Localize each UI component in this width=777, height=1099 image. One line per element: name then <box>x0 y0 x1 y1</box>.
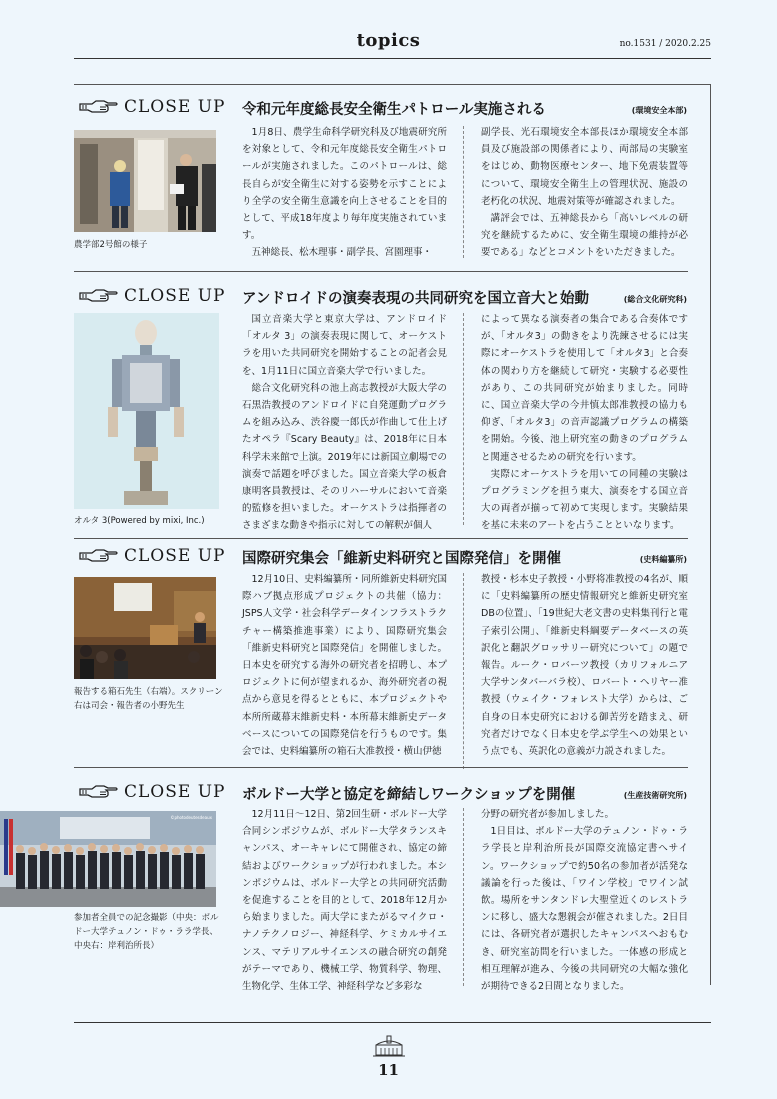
article-title: 国際研究集会「維新史料研究と国際発信」を開催 <box>242 551 561 567</box>
pointing-hand-icon <box>78 287 118 305</box>
section-divider <box>74 271 688 272</box>
article-title: 令和元年度総長安全衛生パトロール実施される <box>242 102 546 118</box>
section-divider <box>74 538 688 539</box>
article-dept: (総合文化研究科) <box>623 295 687 304</box>
pointing-hand-icon <box>78 98 118 116</box>
article-column-2: 教授・杉本史子教授・小野将准教授の4名が、順に「史料編纂所の歴史情報研究と維新史研究室DBの位置」、「19世紀大老文書の史料集刊行と電子索引公開」、「維新史料綱要データベースの英訳化と翻訳グロッサリー研究について」の題で報告。ルーク・ロバーツ教授（カリフォルニア大学サンタバーバラ校）、ロバート・ヘリヤー准教授（ウェイク・フォレスト大学）からは、ご自身の日本史研究における御苦労を踏まえ、研究者だけでなく日本史を学ぶ学生への効果という点でも、英訳化の意義が力説されました。 <box>481 574 688 758</box>
article-dept: (史料編纂所) <box>639 555 687 564</box>
column-divider <box>463 126 464 258</box>
close-up-label: CLOSE UP <box>78 545 225 567</box>
page-number: 11 <box>378 1061 399 1079</box>
symposium-photo <box>74 577 216 679</box>
android-photo <box>74 313 219 509</box>
article-dept: (生産技術研究所) <box>623 791 687 800</box>
close-up-label: CLOSE UP <box>78 96 225 118</box>
article-column-2: 副学長、光石環境安全本部長ほか環境安全本部員及び施設部の関係者により、両部局の実験室をはじめ、動物医療センター、地下免震装置等について、環境安全衛生上の管理状況、施設の老朽化の状況、地震対策等が確認されました。 講評会では、五神総長から「高いレベルの研究を継続するために、安全衛生環境の維持が必要である」などとコメントをいただきました。 <box>481 127 688 259</box>
article-dept: (環境安全本部) <box>631 106 687 115</box>
section-divider <box>74 767 688 768</box>
footer-rule <box>74 1022 711 1023</box>
issue-info: no.1531 / 2020.2.25 <box>619 39 711 49</box>
header-rule <box>74 58 711 59</box>
column-divider <box>463 808 464 986</box>
patrol-photo <box>74 130 216 232</box>
photo-caption: オルタ 3(Powered by mixi, Inc.) <box>74 516 205 526</box>
photo-caption: 農学部2号館の様子 <box>74 240 148 250</box>
photo-caption: 参加者全員での記念撮影（中央：ボルドー大学テュノン・ドゥ・ララ学長、中央右：岸利治所長） <box>74 913 219 951</box>
article-column-1: 国立音楽大学と東京大学は、アンドロイド「オルタ 3」の演奏表現に関して、オーケストラを用いた共同研究を開始することの記者会見を、1月11日に国立音楽大学で行いました。 総合文化研究科の池上高志教授が大阪大学の石黒浩教授のアンドロイドに自発運動プログラムを組み込み、渋谷慶一郎氏が作曲して仕上げたオペラ『Scary Beauty』は、2018年に日本科学未来館で上演。2019年には新国立劇場での演奏で話題を呼びました。国立音楽大学の板倉康明客員教授は、そのリハーサルにおいて音楽的監修を担いました。オーケストラは指揮者のさまざまな動きや指示に対しての解釈が個人 <box>242 314 447 532</box>
article-column-1: 12月10日、史料編纂所・同所維新史料研究国際ハブ拠点形成プロジェクトの共催（協力：JSPS人文学・社会科学データインフラストラクチャー構築推進事業）により、国際研究集会「維新史料研究と国際発信」を開催しました。日本史を研究する海外の研究者を招聘し、本プロジェクトに何が望まれるか、海外研究者の視点から意見を得るとともに、本プロジェクトや本所所蔵幕末維新史料・本所幕末維新史データベースについての国際発信を行うものです。集会では、史料編纂所の箱石大准教授・横山伊徳 <box>242 574 447 758</box>
column-divider <box>463 573 464 769</box>
yasuda-auditorium-icon <box>372 1034 406 1058</box>
photo-caption: 報告する箱石先生（右端）。スクリーン右は司会・報告者の小野先生 <box>74 687 223 711</box>
pointing-hand-icon <box>78 783 118 801</box>
article-column-2: によって異なる演奏者の集合である合奏体ですが、「オルタ3」の動きをより洗練させるには実際にオーケストラを使用して「オルタ3」と合奏体の関わり方を継続して研究・実験する必要性があり、この共同研究が始まりました。同時に、国立音楽大学の今井慎太郎准教授の協力も仰ぎ、「オルタ3」の音声認識プログラムの構築を開始。今後、池上研究室の動きのプログラムと関連させるための研究を行います。 実際にオーケストラを用いての同種の実験はプログラミングを担う東大、演奏をする国立音大の両者が揃って初めて実現します。実験結果を基に未来のアートを占うことといなります。 <box>481 314 688 532</box>
article-title: ボルドー大学と協定を締結しワークショップを開催 <box>242 787 576 803</box>
close-up-label: CLOSE UP <box>78 285 225 307</box>
photo-credit: ©photodeutesdeaux <box>170 815 212 820</box>
page-header-title: topics <box>356 30 421 51</box>
article-column-1: 12月11日～12日、第2回生研・ボルドー大学合同シンポジウムが、ボルドー大学タランスキャンパス、オーキャレにて開催され、協定の締結およびワークショップが行われました。本シンポジウムは、ボルドー大学との共同研究活動を促進することを目的として、2018年12月から始まりました。両大学にまたがるマイクロ・ナノテクノロジー、神経科学、ケミカルサイエンス、マテリアルサイエンスの融合研究の創発がテーマであり、機械工学、物質科学、物理、生物化学、生体工学、神経科学など多彩な <box>242 809 447 993</box>
close-up-label: CLOSE UP <box>78 781 225 803</box>
group-photo <box>0 811 216 907</box>
column-divider <box>463 313 464 525</box>
article-column-1: 1月8日、農学生命科学研究科及び地震研究所を対象として、令和元年度総長安全衛生パトロールが実施されました。このパトロールは、総長自らが安全衛生に対する姿勢を示すことにより全学の安全衛生意識を向上させることを目的として、平成18年度より毎年度実施されています。 五神総長、松木理事・副学長、宮園理事・ <box>242 127 447 259</box>
pointing-hand-icon <box>78 547 118 565</box>
article-column-2: 分野の研究者が参加しました。 1日目は、ボルドー大学のテュノン・ドゥ・ララ学長と岸利治所長が国際交流協定書へサイン。ワークショップで約50名の参加者が活発な議論を行った後は、「ワイン学校」でワイン試飲。場所をサンタンドレ大聖堂近くのレストランに移し、盛大な懇親会が催されました。2日目には、各研究者が選択したキャンパスへおもむき、研究室訪問を行いました。一体感の形成と相互理解が進み、今後の共同研究の大幅な強化が期待できる2日間となりました。 <box>481 809 688 993</box>
article-title: アンドロイドの演奏表現の共同研究を国立音大と始動 <box>242 291 589 307</box>
